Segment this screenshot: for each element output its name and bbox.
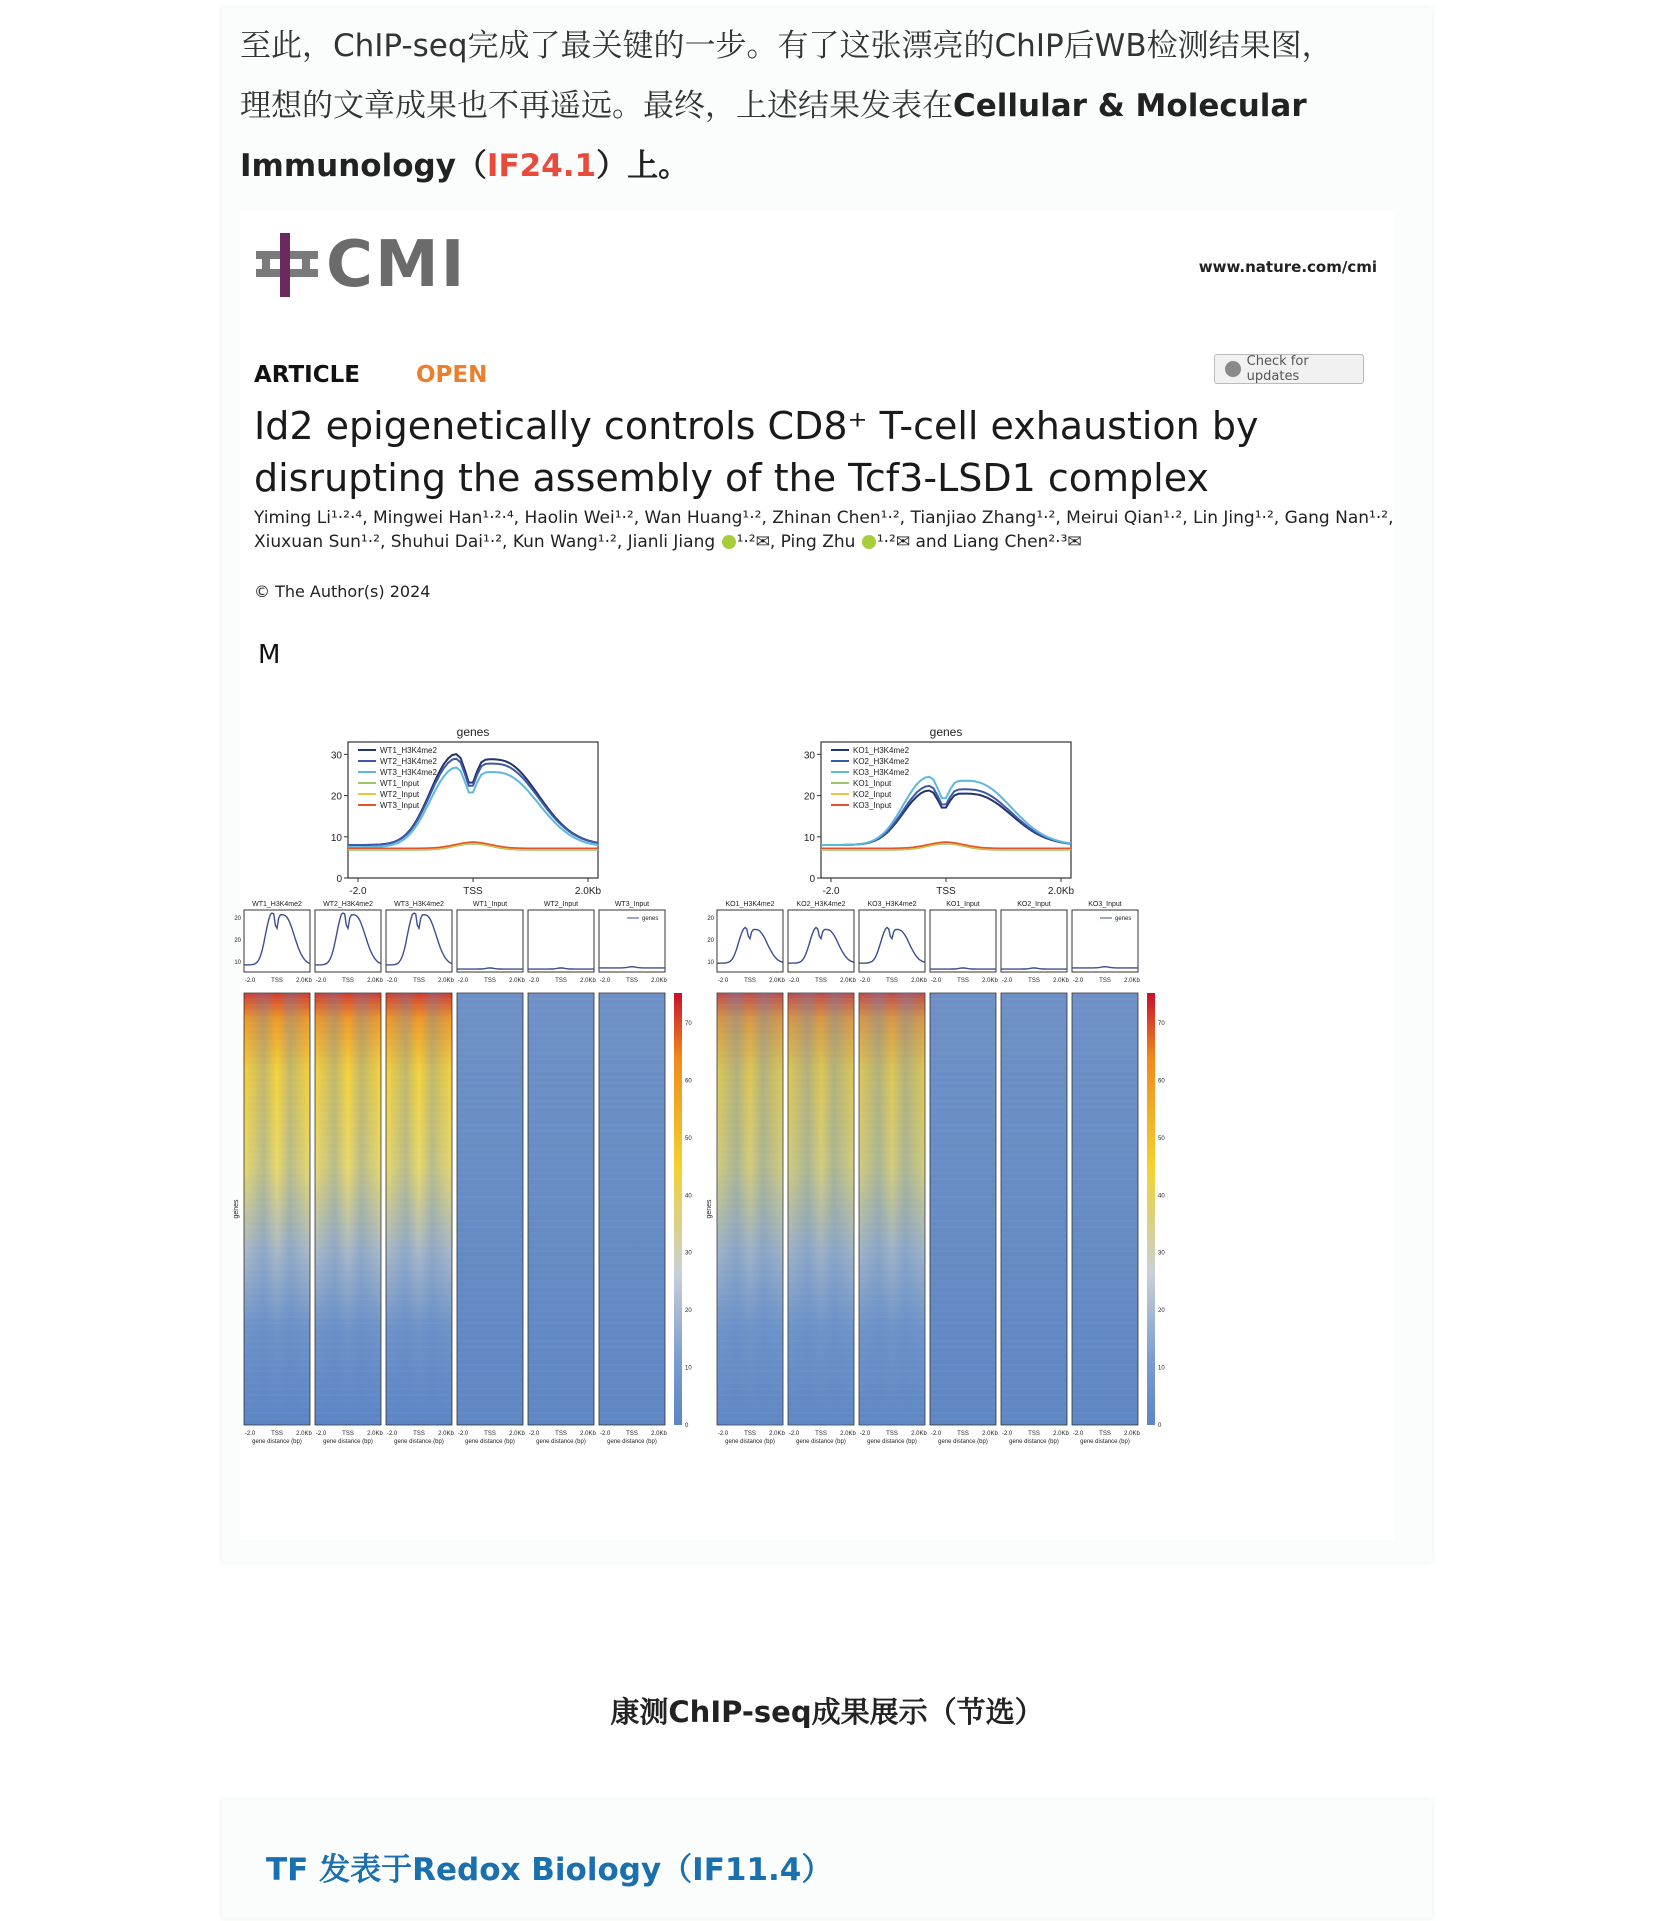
legend-label: WT2_H3K4me2 bbox=[380, 757, 437, 766]
sample-title: WT2_H3K4me2 bbox=[323, 901, 373, 908]
figure-panel-letter: M bbox=[258, 640, 281, 670]
colorbar-tick-label: 10 bbox=[685, 1365, 692, 1372]
heatmap-xtick-label: 2.0Kb bbox=[982, 1431, 998, 1437]
heatmap-xtick-label: 2.0Kb bbox=[296, 1431, 312, 1437]
paren-close: ） bbox=[596, 148, 628, 184]
profile-xtick-label: -2.0 bbox=[349, 886, 367, 897]
cmi-logo-text: CMI bbox=[326, 228, 467, 302]
heatmap-xlabel: gene distance (bp) bbox=[867, 1439, 917, 1445]
legend-label: KO3_H3K4me2 bbox=[853, 768, 910, 777]
mini-xtick-label: 2.0Kb bbox=[982, 978, 998, 984]
mini-ytick-label: 20 bbox=[234, 916, 241, 922]
heatmap-xtick-label: -2.0 bbox=[528, 1431, 540, 1437]
legend-label: KO3_Input bbox=[853, 801, 892, 810]
bookmark-icon bbox=[1225, 361, 1241, 377]
profile-ytick-label: 30 bbox=[803, 750, 815, 762]
heatmap-xlabel: gene distance (bp) bbox=[465, 1439, 515, 1445]
colorbar-tick-label: 30 bbox=[1158, 1250, 1165, 1257]
legend-label: KO2_Input bbox=[853, 790, 892, 799]
heatmap-ylabel: genes bbox=[233, 1199, 240, 1219]
heatmap-xtick-label: TSS bbox=[957, 1431, 969, 1437]
authors-line-1: Yiming Li¹·²·⁴, Mingwei Han¹·²·⁴, Haolin Wei¹·², Wan Huang¹·², Zhinan Chen¹·², Tianjiao Zhang¹·², Meirui Qian¹·², Lin Jing¹·², Gang Nan¹·², bbox=[254, 508, 1394, 528]
mini-ytick-label: 10 bbox=[234, 960, 241, 966]
heatmap-xlabel: gene distance (bp) bbox=[607, 1439, 657, 1445]
legend-label: WT2_Input bbox=[380, 790, 420, 799]
legend-label: WT3_Input bbox=[380, 801, 420, 810]
mini-xtick-label: -2.0 bbox=[528, 978, 540, 984]
sample-title: KO2_H3K4me2 bbox=[796, 901, 846, 908]
cmi-logo-mark-icon bbox=[256, 233, 318, 297]
authors-line-2c: ¹·²✉ and Liang Chen²·³✉ bbox=[876, 532, 1082, 552]
next-section-heading: TF 发表于Redox Biology（IF11.4） bbox=[266, 1852, 833, 1888]
mini-profile-frame bbox=[1001, 910, 1067, 972]
colorbar-tick-label: 50 bbox=[1158, 1135, 1165, 1142]
check-for-updates-label: Check for updates bbox=[1246, 354, 1309, 384]
mini-ytick-label: 10 bbox=[707, 960, 714, 966]
mini-xtick-label: TSS bbox=[744, 978, 756, 984]
intro-line-3 bbox=[240, 136, 1390, 196]
mini-xtick-label: -2.0 bbox=[315, 978, 327, 984]
check-for-updates-button[interactable] bbox=[1214, 354, 1364, 384]
mini-xtick-label: 2.0Kb bbox=[911, 978, 927, 984]
authors-line-2b: ¹·²✉, Ping Zhu bbox=[736, 532, 856, 552]
sample-title: WT1_H3K4me2 bbox=[252, 901, 302, 908]
sample-title: KO1_H3K4me2 bbox=[725, 901, 775, 908]
sample-title: KO2_Input bbox=[1017, 901, 1051, 908]
mini-xtick-label: TSS bbox=[555, 978, 567, 984]
mini-profile-frame bbox=[528, 910, 594, 972]
article-label: ARTICLE bbox=[254, 362, 360, 388]
mini-xtick-label: 2.0Kb bbox=[580, 978, 596, 984]
heatmap-xtick-label: -2.0 bbox=[788, 1431, 800, 1437]
profile-xtick-label: 2.0Kb bbox=[574, 886, 602, 897]
heatmap-xlabel: gene distance (bp) bbox=[394, 1439, 444, 1445]
profile-ytick-label: 0 bbox=[809, 874, 815, 885]
orcid-icon[interactable] bbox=[862, 535, 876, 549]
profile-ytick-label: 0 bbox=[336, 874, 342, 885]
heatmap-xtick-label: 2.0Kb bbox=[438, 1431, 454, 1437]
mini-xtick-label: TSS bbox=[815, 978, 827, 984]
sample-title: WT3_Input bbox=[614, 901, 650, 908]
heatmap-xtick-label: 2.0Kb bbox=[509, 1431, 525, 1437]
mini-xtick-label: -2.0 bbox=[930, 978, 942, 984]
heatmap-xtick-label: 2.0Kb bbox=[1053, 1431, 1069, 1437]
mini-profile-frame bbox=[386, 910, 452, 972]
sample-title: KO3_Input bbox=[1088, 901, 1122, 908]
sample-title: KO3_H3K4me2 bbox=[867, 901, 917, 908]
profile-ytick-label: 20 bbox=[330, 791, 342, 803]
heatmap-xtick-label: 2.0Kb bbox=[840, 1431, 856, 1437]
colorbar bbox=[1147, 993, 1155, 1425]
figure-caption: 康测ChIP-seq成果展示（节选） bbox=[610, 1695, 1044, 1729]
heatmap-xtick-label: 2.0Kb bbox=[1124, 1431, 1140, 1437]
colorbar bbox=[674, 993, 682, 1425]
heatmap-xlabel: gene distance (bp) bbox=[1080, 1439, 1130, 1445]
colorbar-tick-label: 60 bbox=[1158, 1078, 1165, 1085]
mini-xtick-label: 2.0Kb bbox=[1124, 978, 1140, 984]
heatmap-xtick-label: -2.0 bbox=[244, 1431, 256, 1437]
heatmap-xlabel: gene distance (bp) bbox=[725, 1439, 775, 1445]
sample-title: WT1_Input bbox=[472, 901, 508, 908]
heatmap-xlabel: gene distance (bp) bbox=[323, 1439, 373, 1445]
profile-title: genes bbox=[456, 725, 490, 739]
mini-xtick-label: -2.0 bbox=[244, 978, 256, 984]
heatmap-xtick-label: -2.0 bbox=[599, 1431, 611, 1437]
chipseq-figure bbox=[233, 630, 1395, 1550]
authors-line-2 bbox=[254, 530, 1394, 554]
legend-label: WT3_H3K4me2 bbox=[380, 768, 437, 777]
mini-xtick-label: TSS bbox=[271, 978, 283, 984]
heatmap-xtick-label: TSS bbox=[626, 1431, 638, 1437]
mini-xtick-label: 2.0Kb bbox=[438, 978, 454, 984]
mini-xtick-label: -2.0 bbox=[1072, 978, 1084, 984]
colorbar-tick-label: 0 bbox=[685, 1423, 689, 1429]
heatmap-xtick-label: TSS bbox=[413, 1431, 425, 1437]
heatmap-xtick-label: 2.0Kb bbox=[769, 1431, 785, 1437]
profile-ytick-label: 20 bbox=[803, 791, 815, 803]
author-list bbox=[254, 506, 1394, 554]
paren-open: （ bbox=[455, 148, 487, 184]
orcid-icon[interactable] bbox=[722, 535, 736, 549]
mini-xtick-label: -2.0 bbox=[457, 978, 469, 984]
colorbar-tick-label: 30 bbox=[685, 1250, 692, 1257]
heatmap-xtick-label: -2.0 bbox=[930, 1431, 942, 1437]
journal-url: www.nature.com/cmi bbox=[1198, 258, 1377, 276]
mini-ytick-label: 20 bbox=[707, 938, 714, 944]
heatmap-xtick-label: 2.0Kb bbox=[367, 1431, 383, 1437]
legend-label: KO2_H3K4me2 bbox=[853, 757, 910, 766]
mini-xtick-label: -2.0 bbox=[386, 978, 398, 984]
heatmap-xtick-label: -2.0 bbox=[1072, 1431, 1084, 1437]
colorbar-tick-label: 60 bbox=[685, 1078, 692, 1085]
heatmap-xtick-label: -2.0 bbox=[386, 1431, 398, 1437]
heatmap-xlabel: gene distance (bp) bbox=[796, 1439, 846, 1445]
intro-paragraph bbox=[240, 16, 1390, 196]
mini-legend-label: genes bbox=[1115, 916, 1132, 922]
profile-title: genes bbox=[929, 725, 963, 739]
mini-xtick-label: -2.0 bbox=[1001, 978, 1013, 984]
mini-xtick-label: TSS bbox=[626, 978, 638, 984]
mini-xtick-label: TSS bbox=[342, 978, 354, 984]
heatmap-xlabel: gene distance (bp) bbox=[252, 1439, 302, 1445]
mini-xtick-label: TSS bbox=[413, 978, 425, 984]
profile-xtick-label: 2.0Kb bbox=[1047, 886, 1075, 897]
colorbar-tick-label: 40 bbox=[1158, 1193, 1165, 1200]
heatmap-xtick-label: 2.0Kb bbox=[911, 1431, 927, 1437]
authors-line-2a: Xiuxuan Sun¹·², Shuhui Dai¹·², Kun Wang¹·², Jianli Jiang bbox=[254, 532, 716, 552]
heatmap-xtick-label: 2.0Kb bbox=[651, 1431, 667, 1437]
mini-xtick-label: TSS bbox=[1099, 978, 1111, 984]
mini-xtick-label: 2.0Kb bbox=[296, 978, 312, 984]
heatmap-xtick-label: -2.0 bbox=[859, 1431, 871, 1437]
mini-ytick-label: 20 bbox=[707, 916, 714, 922]
mini-xtick-label: -2.0 bbox=[859, 978, 871, 984]
legend-label: KO1_H3K4me2 bbox=[853, 746, 910, 755]
heatmap-xtick-label: TSS bbox=[484, 1431, 496, 1437]
mini-profile-frame bbox=[244, 910, 310, 972]
colorbar-tick-label: 40 bbox=[685, 1193, 692, 1200]
mini-profile-frame bbox=[457, 910, 523, 972]
heatmap-xtick-label: -2.0 bbox=[1001, 1431, 1013, 1437]
legend-label: WT1_H3K4me2 bbox=[380, 746, 437, 755]
heatmap-xtick-label: TSS bbox=[342, 1431, 354, 1437]
open-access-label: OPEN bbox=[416, 362, 488, 388]
mini-xtick-label: -2.0 bbox=[788, 978, 800, 984]
colorbar-tick-label: 20 bbox=[685, 1308, 692, 1315]
mini-xtick-label: 2.0Kb bbox=[367, 978, 383, 984]
heatmap-xtick-label: TSS bbox=[744, 1431, 756, 1437]
legend-label: WT1_Input bbox=[380, 779, 420, 788]
heatmap-xtick-label: -2.0 bbox=[457, 1431, 469, 1437]
colorbar-tick-label: 20 bbox=[1158, 1308, 1165, 1315]
colorbar-tick-label: 70 bbox=[1158, 1021, 1165, 1027]
sample-title: WT2_Input bbox=[543, 901, 579, 908]
mini-profile-frame bbox=[930, 910, 996, 972]
mini-xtick-label: 2.0Kb bbox=[509, 978, 525, 984]
profile-ytick-label: 10 bbox=[330, 832, 342, 844]
paper-title: Id2 epigenetically controls CD8⁺ T-cell exhaustion by disrupting the assembly of the Tcf3-LSD1 complex bbox=[254, 404, 1259, 500]
profile-xtick-label: TSS bbox=[463, 886, 483, 897]
paper-image bbox=[233, 210, 1395, 1540]
impact-factor: IF24.1 bbox=[486, 148, 597, 184]
sample-title: KO1_Input bbox=[946, 901, 980, 908]
sample-title: WT3_H3K4me2 bbox=[394, 901, 444, 908]
heatmap-xtick-label: TSS bbox=[271, 1431, 283, 1437]
mini-xtick-label: TSS bbox=[484, 978, 496, 984]
colorbar-tick-label: 50 bbox=[685, 1135, 692, 1142]
mini-profile-frame bbox=[315, 910, 381, 972]
colorbar-tick-label: 0 bbox=[1158, 1423, 1162, 1429]
heatmap-xtick-label: -2.0 bbox=[717, 1431, 729, 1437]
profile-xtick-label: -2.0 bbox=[822, 886, 840, 897]
heatmap-xtick-label: TSS bbox=[1099, 1431, 1111, 1437]
mini-xtick-label: -2.0 bbox=[717, 978, 729, 984]
mini-xtick-label: TSS bbox=[886, 978, 898, 984]
mini-xtick-label: 2.0Kb bbox=[840, 978, 856, 984]
heatmap-xtick-label: TSS bbox=[555, 1431, 567, 1437]
mini-xtick-label: -2.0 bbox=[599, 978, 611, 984]
colorbar-tick-label: 10 bbox=[1158, 1365, 1165, 1372]
intro-line-2-text: 理想的文章成果也不再遥远。最终，上述结果发表在 bbox=[240, 88, 953, 124]
intro-tail: 上。 bbox=[627, 148, 690, 184]
mini-xtick-label: 2.0Kb bbox=[651, 978, 667, 984]
mini-xtick-label: 2.0Kb bbox=[769, 978, 785, 984]
intro-line-1: 至此，ChIP-seq完成了最关键的一步。有了这张漂亮的ChIP后WB检测结果图， bbox=[240, 28, 1333, 64]
profile-ytick-label: 30 bbox=[330, 750, 342, 762]
mini-xtick-label: TSS bbox=[1028, 978, 1040, 984]
profile-xtick-label: TSS bbox=[936, 886, 956, 897]
heatmap-xtick-label: TSS bbox=[886, 1431, 898, 1437]
mini-xtick-label: 2.0Kb bbox=[1053, 978, 1069, 984]
mini-ytick-label: 20 bbox=[234, 938, 241, 944]
heatmap-xtick-label: TSS bbox=[815, 1431, 827, 1437]
heatmap-xlabel: gene distance (bp) bbox=[536, 1439, 586, 1445]
heatmap-ylabel: genes bbox=[706, 1199, 713, 1219]
mini-xtick-label: TSS bbox=[957, 978, 969, 984]
heatmap-xlabel: gene distance (bp) bbox=[938, 1439, 988, 1445]
heatmap-xtick-label: TSS bbox=[1028, 1431, 1040, 1437]
intro-line-2 bbox=[240, 76, 1390, 136]
heatmap-xtick-label: -2.0 bbox=[315, 1431, 327, 1437]
cmi-logo bbox=[256, 230, 466, 300]
legend-label: KO1_Input bbox=[853, 779, 892, 788]
mini-legend-label: genes bbox=[642, 916, 659, 922]
profile-ytick-label: 10 bbox=[803, 832, 815, 844]
colorbar-tick-label: 70 bbox=[685, 1021, 692, 1027]
heatmap-xtick-label: 2.0Kb bbox=[580, 1431, 596, 1437]
journal-name-2: Immunology bbox=[240, 148, 456, 184]
journal-name: Cellular & Molecular bbox=[953, 88, 1307, 124]
heatmap-xlabel: gene distance (bp) bbox=[1009, 1439, 1059, 1445]
copyright: © The Author(s) 2024 bbox=[254, 582, 431, 601]
